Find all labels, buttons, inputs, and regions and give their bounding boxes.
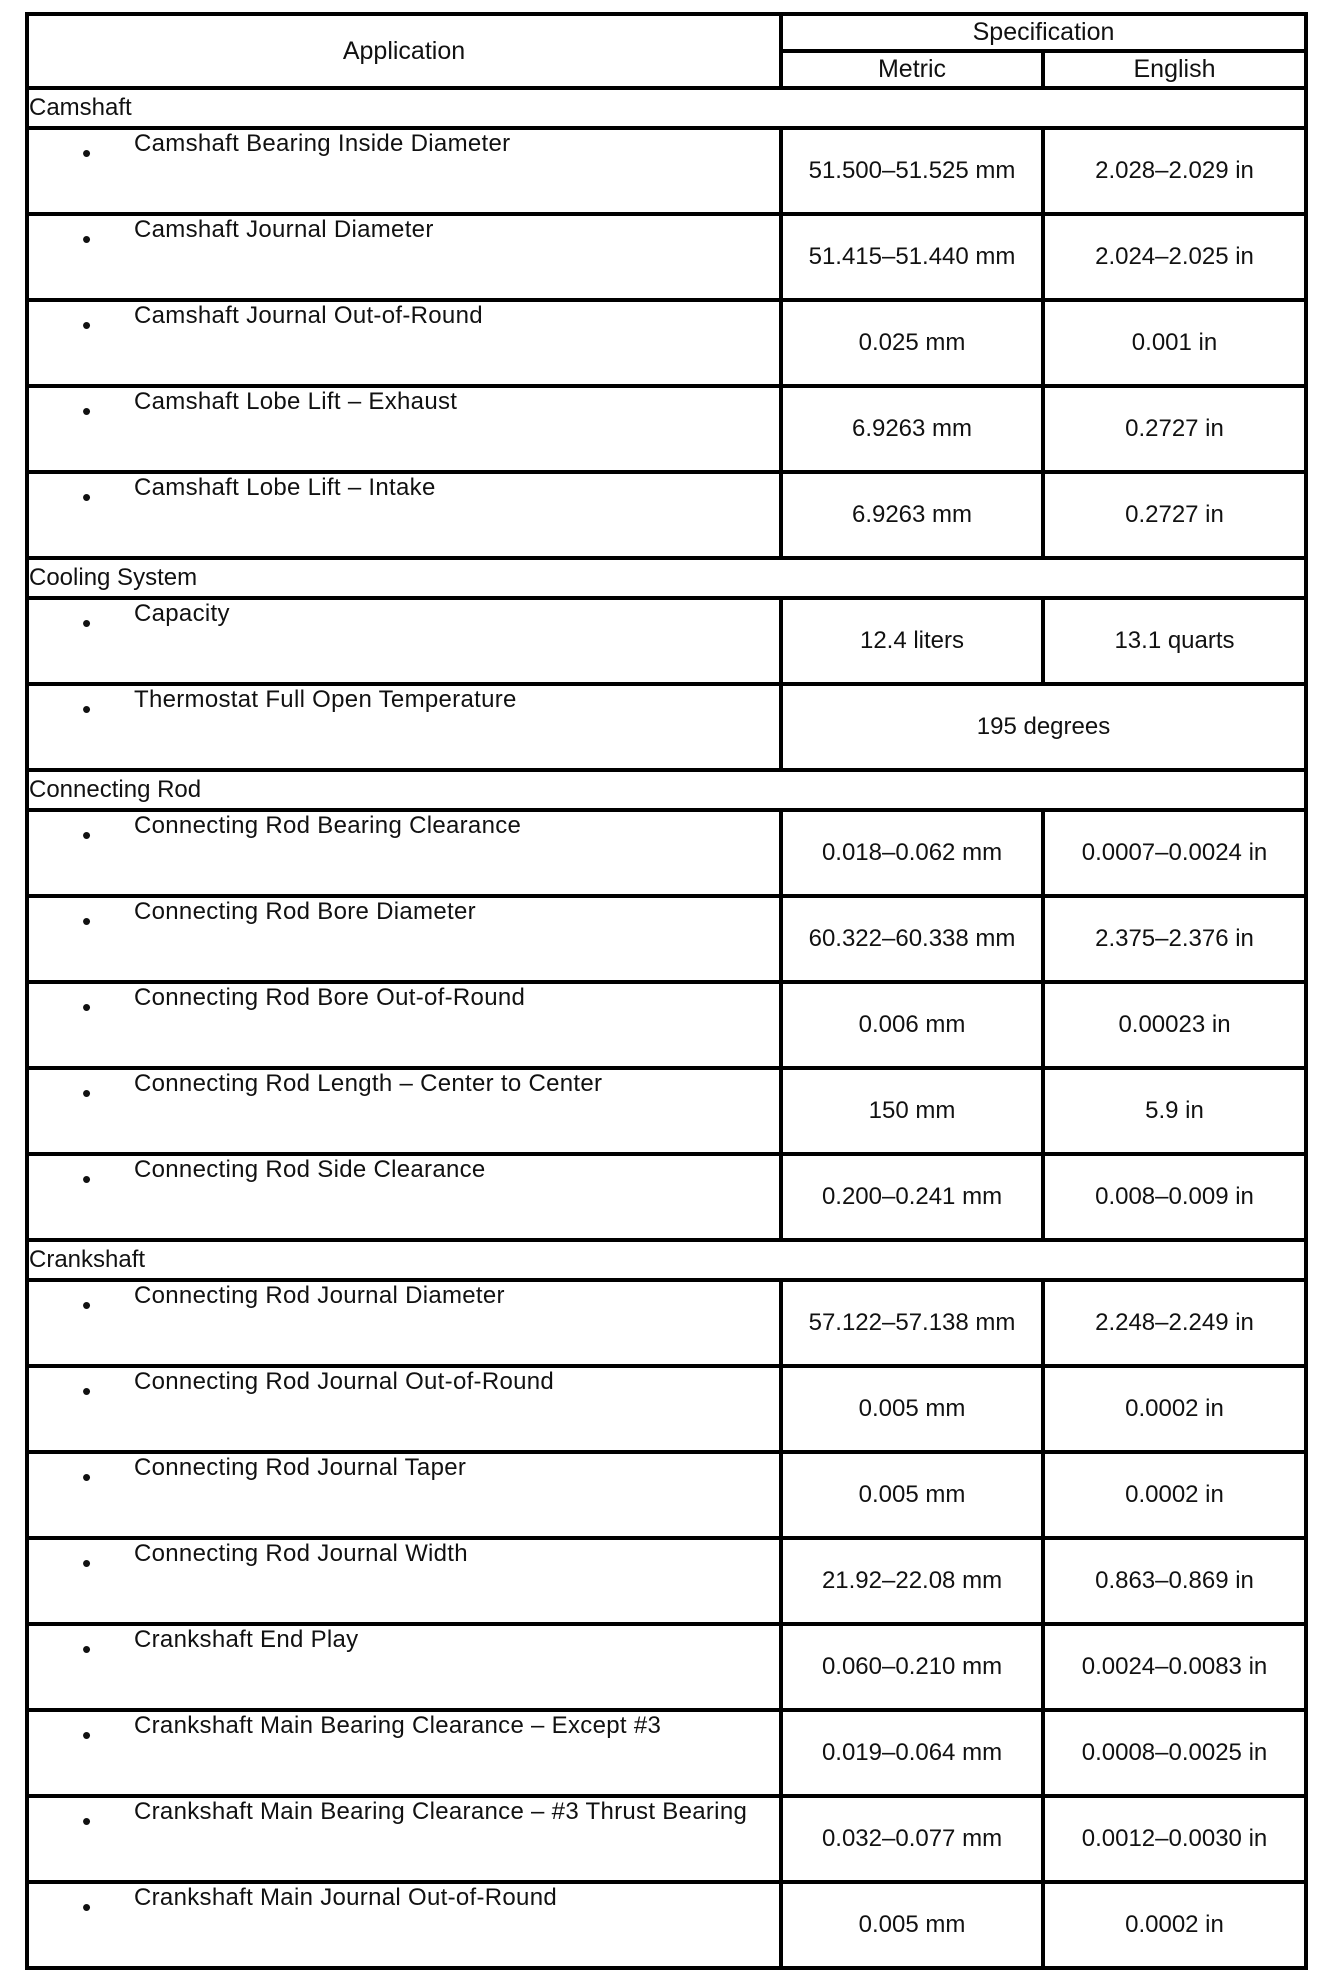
bullet-icon: • — [82, 820, 92, 850]
application-cell — [27, 896, 781, 982]
metric-value: 0.060–0.210 mm — [781, 1624, 1043, 1710]
english-value: 0.0024–0.0083 in — [1043, 1624, 1306, 1710]
section-row — [27, 770, 1306, 810]
application-cell — [27, 1882, 781, 1968]
table-row — [27, 128, 1306, 214]
item-label: Crankshaft Main Bearing Clearance – #3 Thrust Bearing — [134, 1798, 748, 1825]
english-value: 0.001 in — [1043, 300, 1306, 386]
table-row — [27, 1882, 1306, 1968]
metric-value: 150 mm — [781, 1068, 1043, 1154]
metric-header: Metric — [781, 51, 1043, 88]
application-cell — [27, 386, 781, 472]
application-cell — [27, 128, 781, 214]
table-row — [27, 810, 1306, 896]
item-label: Camshaft Bearing Inside Diameter — [134, 130, 511, 157]
english-value: 0.863–0.869 in — [1043, 1538, 1306, 1624]
metric-value: 6.9263 mm — [781, 472, 1043, 558]
item-label: Connecting Rod Length – Center to Center — [134, 1070, 603, 1097]
table-row — [27, 982, 1306, 1068]
metric-value: 0.005 mm — [781, 1452, 1043, 1538]
english-value: 2.248–2.249 in — [1043, 1280, 1306, 1366]
section-row — [27, 558, 1306, 598]
application-cell — [27, 1624, 781, 1710]
metric-value: 51.415–51.440 mm — [781, 214, 1043, 300]
bullet-icon: • — [82, 608, 92, 638]
english-value: 0.0002 in — [1043, 1882, 1306, 1968]
metric-value: 0.025 mm — [781, 300, 1043, 386]
application-cell — [27, 684, 781, 770]
item-label: Crankshaft End Play — [134, 1626, 359, 1653]
item-label: Connecting Rod Journal Diameter — [134, 1282, 505, 1309]
bullet-icon: • — [82, 224, 92, 254]
item-label: Connecting Rod Journal Out-of-Round — [134, 1368, 555, 1395]
table-row — [27, 1796, 1306, 1882]
section-title: Cooling System — [27, 558, 1306, 598]
metric-value: 60.322–60.338 mm — [781, 896, 1043, 982]
table-row — [27, 1624, 1306, 1710]
section-row — [27, 1240, 1306, 1280]
bullet-icon: • — [82, 1806, 92, 1836]
english-value: 0.008–0.009 in — [1043, 1154, 1306, 1240]
table-row — [27, 1280, 1306, 1366]
item-label: Camshaft Lobe Lift – Exhaust — [134, 388, 458, 415]
item-label: Connecting Rod Bore Diameter — [134, 898, 476, 925]
bullet-icon: • — [82, 482, 92, 512]
metric-value: 0.006 mm — [781, 982, 1043, 1068]
metric-value: 57.122–57.138 mm — [781, 1280, 1043, 1366]
item-label: Crankshaft Main Bearing Clearance – Except #3 — [134, 1712, 662, 1739]
table-row — [27, 896, 1306, 982]
table-row — [27, 598, 1306, 684]
table-row — [27, 472, 1306, 558]
application-cell — [27, 1796, 781, 1882]
table-row — [27, 214, 1306, 300]
combined-value: 195 degrees — [781, 684, 1306, 770]
application-cell — [27, 598, 781, 684]
table-row — [27, 1710, 1306, 1796]
application-cell — [27, 214, 781, 300]
section-title: Crankshaft — [27, 1240, 1306, 1280]
item-label: Camshaft Journal Diameter — [134, 216, 434, 243]
item-label: Camshaft Journal Out-of-Round — [134, 302, 483, 329]
english-value: 2.375–2.376 in — [1043, 896, 1306, 982]
table-row — [27, 1452, 1306, 1538]
english-value: 2.024–2.025 in — [1043, 214, 1306, 300]
bullet-icon: • — [82, 1634, 92, 1664]
metric-value: 12.4 liters — [781, 598, 1043, 684]
metric-value: 6.9263 mm — [781, 386, 1043, 472]
english-value: 0.0007–0.0024 in — [1043, 810, 1306, 896]
section-row — [27, 88, 1306, 128]
metric-value: 0.005 mm — [781, 1366, 1043, 1452]
bullet-icon: • — [82, 992, 92, 1022]
table-row — [27, 684, 1306, 770]
specification-table — [25, 12, 1308, 1970]
english-value: 0.0002 in — [1043, 1366, 1306, 1452]
metric-value: 51.500–51.525 mm — [781, 128, 1043, 214]
item-label: Connecting Rod Journal Width — [134, 1540, 468, 1567]
english-value: 5.9 in — [1043, 1068, 1306, 1154]
bullet-icon: • — [82, 1376, 92, 1406]
english-value: 13.1 quarts — [1043, 598, 1306, 684]
table-row — [27, 1366, 1306, 1452]
item-label: Thermostat Full Open Temperature — [134, 686, 517, 713]
item-label: Crankshaft Main Journal Out-of-Round — [134, 1884, 557, 1911]
item-label: Connecting Rod Side Clearance — [134, 1156, 486, 1183]
english-header: English — [1043, 51, 1306, 88]
application-cell — [27, 1068, 781, 1154]
bullet-icon: • — [82, 396, 92, 426]
bullet-icon: • — [82, 1548, 92, 1578]
english-value: 0.0012–0.0030 in — [1043, 1796, 1306, 1882]
table-row — [27, 1068, 1306, 1154]
item-label: Camshaft Lobe Lift – Intake — [134, 474, 436, 501]
table-row — [27, 300, 1306, 386]
english-value: 0.0002 in — [1043, 1452, 1306, 1538]
item-label: Connecting Rod Journal Taper — [134, 1454, 467, 1481]
application-cell — [27, 300, 781, 386]
application-cell — [27, 982, 781, 1068]
bullet-icon: • — [82, 1290, 92, 1320]
item-label: Capacity — [134, 600, 230, 627]
section-title: Connecting Rod — [27, 770, 1306, 810]
english-value: 2.028–2.029 in — [1043, 128, 1306, 214]
header-row — [27, 14, 1306, 51]
application-cell — [27, 1538, 781, 1624]
bullet-icon: • — [82, 1892, 92, 1922]
table-row — [27, 386, 1306, 472]
metric-value: 0.005 mm — [781, 1882, 1043, 1968]
application-cell — [27, 1452, 781, 1538]
metric-value: 0.018–0.062 mm — [781, 810, 1043, 896]
application-cell — [27, 810, 781, 896]
bullet-icon: • — [82, 1720, 92, 1750]
table-body — [27, 88, 1306, 1968]
bullet-icon: • — [82, 694, 92, 724]
metric-value: 21.92–22.08 mm — [781, 1538, 1043, 1624]
metric-value: 0.200–0.241 mm — [781, 1154, 1043, 1240]
english-value: 0.2727 in — [1043, 472, 1306, 558]
bullet-icon: • — [82, 1462, 92, 1492]
application-cell — [27, 1154, 781, 1240]
table-row — [27, 1538, 1306, 1624]
application-cell — [27, 472, 781, 558]
bullet-icon: • — [82, 1078, 92, 1108]
english-value: 0.0008–0.0025 in — [1043, 1710, 1306, 1796]
metric-value: 0.019–0.064 mm — [781, 1710, 1043, 1796]
application-cell — [27, 1280, 781, 1366]
application-header: Application — [27, 14, 781, 88]
bullet-icon: • — [82, 138, 92, 168]
metric-value: 0.032–0.077 mm — [781, 1796, 1043, 1882]
table-row — [27, 1154, 1306, 1240]
bullet-icon: • — [82, 906, 92, 936]
section-title: Camshaft — [27, 88, 1306, 128]
specification-header: Specification — [781, 14, 1306, 51]
application-cell — [27, 1710, 781, 1796]
english-value: 0.00023 in — [1043, 982, 1306, 1068]
item-label: Connecting Rod Bearing Clearance — [134, 812, 522, 839]
english-value: 0.2727 in — [1043, 386, 1306, 472]
application-cell — [27, 1366, 781, 1452]
bullet-icon: • — [82, 1164, 92, 1194]
item-label: Connecting Rod Bore Out-of-Round — [134, 984, 526, 1011]
bullet-icon: • — [82, 310, 92, 340]
